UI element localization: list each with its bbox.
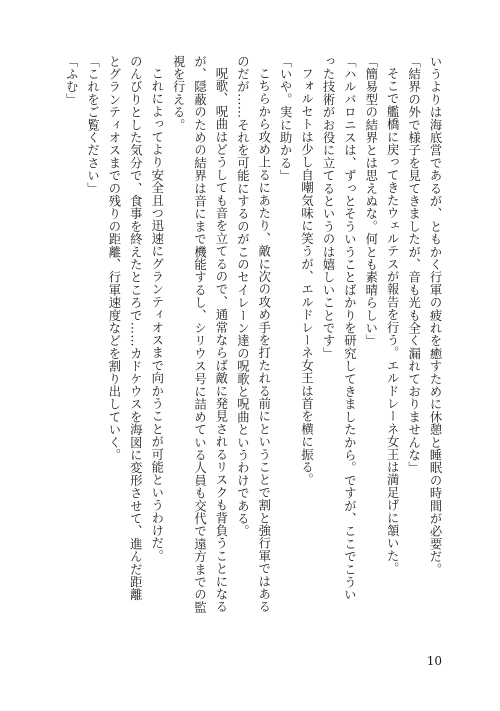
text-line: 「いや。実に助かる」 bbox=[278, 55, 293, 182]
text-line: とグランティオスまでの残りの距離、行軍速度などを割り出していく。 bbox=[106, 55, 121, 462]
text-line: 視を行える。 bbox=[171, 55, 186, 132]
body-text bbox=[45, 55, 445, 615]
text-line: いうよりは海底営であるが、ともかく行軍の疲れを癒すために休憩と睡眠の時間が必要だ。 bbox=[428, 55, 442, 576]
text-line: フォルセトは少し自嘲気味に笑うが、エルドレーネ女王は首を横に振る。 bbox=[299, 67, 314, 487]
text-line: こちらから攻め上るにあたり、敵に次の攻め手を打たれる前にということで割と強行軍ではある bbox=[256, 67, 271, 614]
text-line: そこで艦橋に戻ってきたウェルテスが報告を行う。エルドレーネ女王は満足げに頷いた。 bbox=[385, 67, 400, 576]
text-line: これによってより安全且つ迅速にグランティオスまで向かうことが可能というわけだ。 bbox=[149, 67, 164, 563]
text-line: 「簡易型の結界とは思えぬな。何とも素晴らしい」 bbox=[363, 55, 378, 348]
text-line: 「ハルバロニスは、ずっとそういうことばかりを研究してきましたから。ですが、ここでこうい bbox=[342, 55, 357, 602]
text-line: 「ふむ」 bbox=[64, 55, 79, 106]
text-line: 呪歌、呪曲はどうしても音を立てるので、通常ならば敵に発見されるリスクも背負うことになる bbox=[213, 67, 228, 614]
text-line: った技術がお役に立てるというのは嬉しいことです」 bbox=[320, 55, 335, 360]
text-line: が、隠蔽のための結界は音にまで機能するし、シリウス号に詰めている人員も交代で遠方までの監 bbox=[192, 55, 207, 614]
page-number: 10 bbox=[426, 654, 442, 668]
text-line: 「結界の外で様子を見てきましたが、音も光も全く漏れておりませんな」 bbox=[406, 55, 421, 475]
text-line: のだが……それを可能にするのがこのセイレーン達の呪歌と呪曲というわけである。 bbox=[235, 55, 250, 538]
text-line: のんびりとした気分で、食事を終えたところで……カドケウスを海図に変形させて、進んだ距離 bbox=[128, 55, 143, 602]
text-line: 「これをご覧ください」 bbox=[85, 55, 100, 195]
